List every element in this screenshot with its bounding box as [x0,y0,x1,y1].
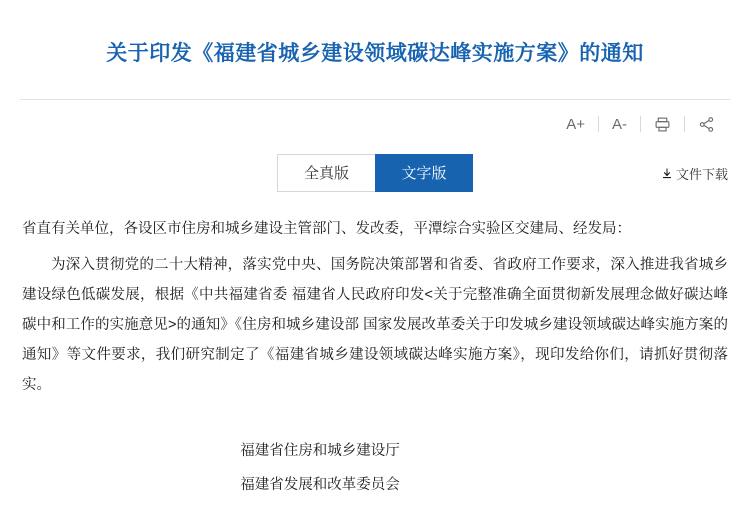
printer-icon [654,116,671,133]
recipient-paragraph: 省直有关单位，各设区市住房和城乡建设主管部门、发改委，平潭综合实验区交建局、经发局： [22,221,631,237]
view-tabs-row [0,154,750,192]
share-button[interactable] [685,113,728,135]
font-decrease-button[interactable]: A- [612,115,627,133]
tab-text-version[interactable]: 文字版 [375,154,473,192]
signature-line: 福建省发展和改革委员会 [240,477,400,493]
signature-block [22,434,728,502]
print-button[interactable] [641,113,684,135]
tab-full-version[interactable]: 全真版 [277,154,375,192]
file-download-label: 文件下载 [675,167,728,182]
document-body [0,192,750,502]
share-icon [698,116,715,133]
body-paragraph: 为深入贯彻党的二十大精神，落实党中央、国务院决策部署和省委、省政府工作要求，深入推进我省城乡建设绿色低碳发展，根据《中共福建省委 福建省人民政府印发<关于完整准确全面贯彻新发展理念做好碳达峰碳中和工作的实施意见>的通知》《住房和城乡建设部 国家发展改革委关于印发城乡建设领域碳达峰实施方案的通知》等文件要求，我们研究制定了《福建省城乡建设领域碳达峰实施方案》，现印发给你们，请抓好贯彻落实。 [22,257,728,393]
document-toolbar [0,100,750,136]
signature-line: 福建省住房和城乡建设厅 [240,443,400,459]
page-title: 关于印发《福建省城乡建设领域碳达峰实施方案》的通知 [106,42,644,65]
font-increase-button[interactable]: A+ [566,115,585,133]
view-tabs [0,154,750,192]
file-download-link[interactable] [661,164,728,183]
download-icon [661,167,673,180]
